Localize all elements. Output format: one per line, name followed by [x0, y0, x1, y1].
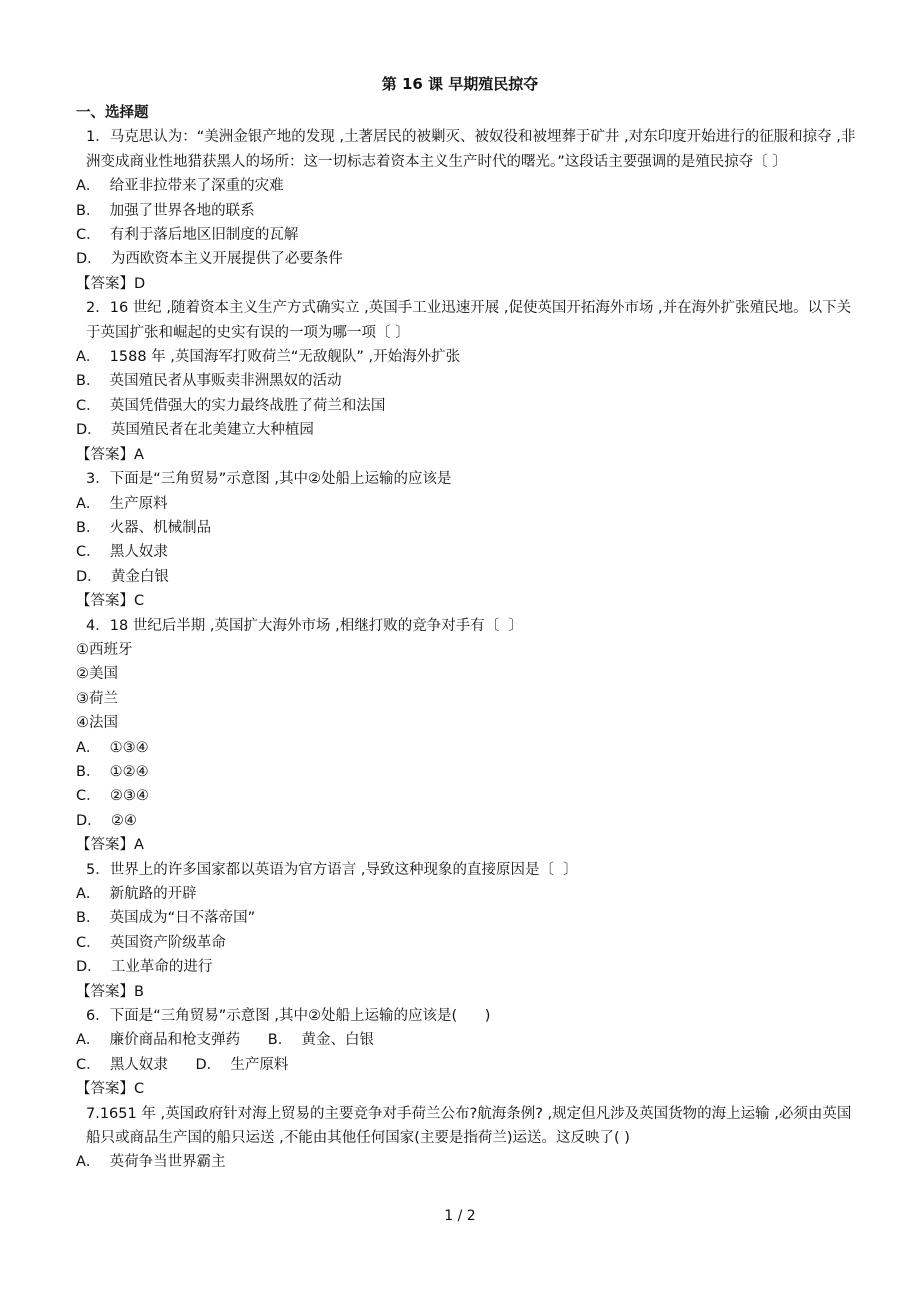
question-3-answer: 【答案】C [76, 593, 145, 610]
question-7-stem: 7.1651 年 ,英国政府针对海上贸易的主要竞争对手荷兰公布?航海条例? ,规定但凡涉及英国货物的海上运输 ,必须由英国船只或商品生产国的船只运送 ,不能由其他任何国家(主要是指荷兰)运送。这反映了( ) [86, 1105, 852, 1147]
question-4-option-d: D． ②④ [76, 812, 137, 829]
question-2-option-b: B． 英国殖民者从事贩卖非洲黑奴的活动 [76, 373, 342, 390]
question-6-answer: 【答案】C [76, 1081, 145, 1098]
question-1-option-b: B． 加强了世界各地的联系 [76, 202, 255, 219]
document-body [76, 101, 856, 1175]
question-1-option-d: D． 为西欧资本主义开展提供了必要条件 [76, 251, 343, 268]
question-1-option-a: A． 给亚非拉带来了深重的灾难 [76, 178, 284, 195]
page-title: 第 16 课 早期殖民掠夺 [381, 75, 539, 93]
question-3-option-b: B． 火器、机械制品 [76, 519, 212, 536]
question-5-option-d: D． 工业革命的进行 [76, 959, 213, 976]
question-5-answer: 【答案】B [76, 983, 144, 1000]
question-7-option-a: A． 英荷争当世界霸主 [76, 1154, 226, 1171]
page-number: 1 / 2 [444, 1208, 476, 1224]
question-4-option-a: A． ①③④ [76, 739, 149, 756]
question-2-option-c: C． 英国凭借强大的实力最终战胜了荷兰和法国 [76, 397, 386, 414]
question-2-stem: 2．16 世纪 ,随着资本主义生产方式确实立 ,英国手工业迅速开展 ,促使英国开拓海外市场 ,并在海外扩张殖民地。以下关于英国扩张和崛起的史实有误的一项为哪一项〔 〕 [86, 300, 852, 341]
question-4-stem: 4．18 世纪后半期 ,英国扩大海外市场 ,相继打败的竞争对手有〔 〕 [86, 617, 523, 634]
question-4-option-b: B． ①②④ [76, 763, 149, 780]
question-6-options-ab: A． 廉价商品和枪支弹药 B． 黄金、白银 [76, 1032, 374, 1049]
question-1-stem: 1．马克思认为：“美洲金银产地的发现 ,土著居民的被剿灭、被奴役和被埋葬于矿井 ,对东印度开始进行的征服和掠夺 ,非洲变成商业性地猎获黑人的场所：这一切标志着资本主义生产时代的曙光。”这段话主要强调的是殖民掠夺〔 〕 [86, 129, 856, 170]
question-6-stem: 6．下面是“三角贸易”示意图 ,其中②处船上运输的应该是( ) [86, 1008, 491, 1025]
question-4-item-1: ①西班牙 [76, 641, 133, 658]
question-1-option-c: C． 有利于落后地区旧制度的瓦解 [76, 227, 299, 244]
question-5-option-c: C． 英国资产阶级革命 [76, 934, 226, 951]
question-4-item-2: ②美国 [76, 666, 118, 683]
question-3-option-c: C． 黑人奴隶 [76, 544, 168, 561]
question-4-item-4: ④法国 [76, 715, 118, 732]
question-1-answer: 【答案】D [76, 275, 146, 292]
question-2-option-a: A． 1588 年 ,英国海军打败荷兰“无敌舰队” ,开始海外扩张 [76, 349, 461, 366]
question-4-item-3: ③荷兰 [76, 690, 118, 707]
question-4-option-c: C． ②③④ [76, 788, 149, 805]
question-5-stem: 5．世界上的许多国家都以英语为官方语言 ,导致这种现象的直接原因是〔 〕 [86, 861, 578, 878]
question-3-option-a: A． 生产原料 [76, 495, 168, 512]
question-2-option-d: D． 英国殖民者在北美建立大种植园 [76, 422, 314, 439]
question-5-option-b: B． 英国成为“日不落帝国” [76, 910, 256, 927]
question-6-options-cd: C． 黑人奴隶 D． 生产原料 [76, 1056, 289, 1073]
question-2-answer: 【答案】A [76, 446, 144, 463]
question-5-option-a: A． 新航路的开辟 [76, 886, 197, 902]
question-3-stem: 3．下面是“三角贸易”示意图 ,其中②处船上运输的应该是 [86, 471, 452, 488]
section-heading: 一、选择题 [76, 105, 149, 121]
question-3-option-d: D． 黄金白银 [76, 568, 169, 585]
question-4-answer: 【答案】A [76, 837, 144, 854]
